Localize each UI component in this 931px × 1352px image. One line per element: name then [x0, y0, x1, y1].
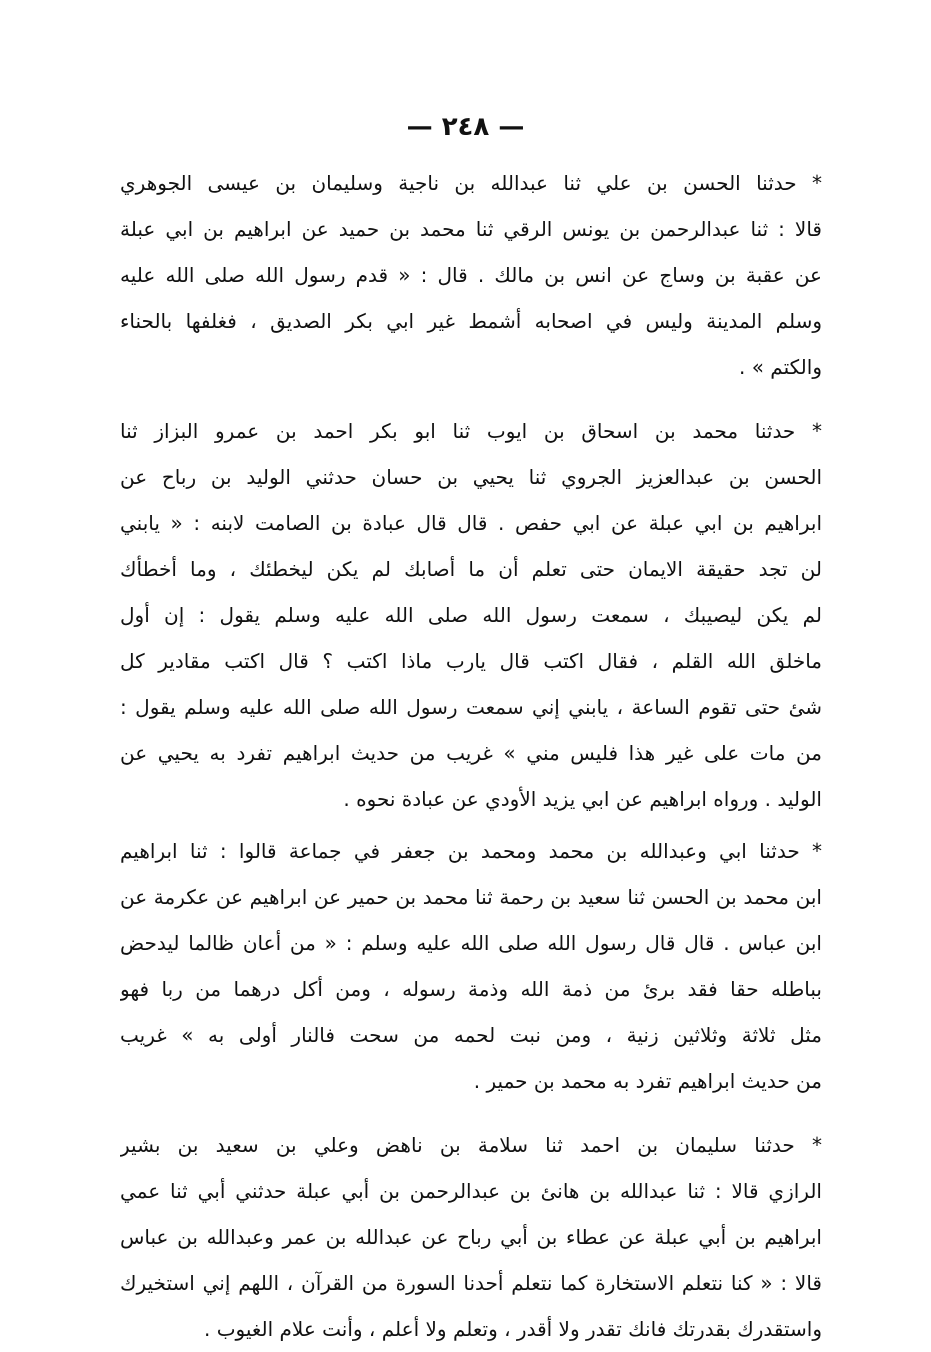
text-line: والكتم » .	[738, 355, 822, 379]
text-line: * حدثنا سليمان بن احمد ثنا سلامة بن ناهض وعلي بن سعيد بن بشير	[120, 1133, 822, 1157]
text-line: ابن عباس . قال قال رسول الله صلى الله عليه وسلم : « من أعان ظالما ليدحض	[120, 931, 822, 955]
text-line: بباطله حقا فقد برئ من ذمة الله وذمة رسوله ، ومن أكل درهما من ربا فهو	[120, 977, 822, 1001]
text-line: الحسن بن عبدالعزيز الجروي ثنا يحيي بن حسان حدثني الوليد بن رباح عن	[120, 465, 822, 489]
paragraph-spacer	[120, 1104, 822, 1122]
text-line: وسلم المدينة وليس في اصحابه أشمط غير ابي بكر الصديق ، فغلفها بالحناء	[120, 309, 822, 333]
page-number: — ٢٤٨ —	[406, 112, 525, 142]
paragraph-spacer	[120, 390, 822, 408]
hadith-paragraph-2	[120, 408, 822, 822]
text-body	[120, 160, 822, 1352]
text-line: الوليد . ورواه ابراهيم عن ابي يزيد الأودي عن عبادة نحوه .	[343, 787, 822, 811]
text-line: ابراهيم بن ابي عبلة عن ابي حفص . قال قال عبادة بن الصامت لابنه : « يابني	[120, 511, 822, 535]
text-line: شئ حتى تقوم الساعة ، يابني إني سمعت رسول الله صلى الله عليه وسلم يقول :	[120, 695, 822, 719]
text-line: ماخلق الله القلم ، فقال اكتب قال يارب ماذا اكتب ؟ قال اكتب مقادير كل	[120, 649, 822, 673]
text-line: قالا : « كنا نتعلم الاستخارة كما نتعلم أحدنا السورة من القرآن ، اللهم إني استخيرك	[120, 1271, 822, 1295]
hadith-paragraph-4	[120, 1122, 822, 1352]
text-line: قالا : ثنا عبدالرحمن بن يونس الرقي ثنا محمد بن حميد عن ابراهيم بن ابي عبلة	[120, 217, 822, 241]
hadith-paragraph-1	[120, 160, 822, 390]
text-line: الرازي قالا : ثنا عبدالله بن هانئ بن عبدالرحمن بن أبي عبلة حدثني أبي ثنا عمي	[120, 1179, 822, 1203]
text-line: من حديث ابراهيم تفرد به محمد بن حمير .	[473, 1069, 822, 1093]
text-line: ابراهيم بن أبي عبلة عن عطاء بن أبي رباح عن عبدالله بن عمر وعبدالله بن عباس	[120, 1225, 822, 1249]
text-line: لن تجد حقيقة الايمان حتى تعلم أن ما أصابك لم يكن ليخطئك ، وما أخطأك	[120, 557, 822, 581]
text-line: لم يكن ليصيبك ، سمعت رسول الله صلى الله عليه وسلم يقول : إن أول	[120, 603, 822, 627]
text-line: * حدثنا الحسن بن علي ثنا عبدالله بن ناجية وسليمان بن عيسى الجوهري	[120, 171, 822, 195]
text-line: واستقدرك بقدرتك فانك تقدر ولا أقدر ، وتعلم ولا أعلم ، وأنت علام الغيوب .	[203, 1317, 822, 1341]
text-line: * حدثنا محمد بن اسحاق بن ايوب ثنا ابو بكر احمد بن عمرو البزاز ثنا	[120, 419, 822, 443]
text-line: ابن محمد بن الحسن ثنا سعيد بن رحمة ثنا محمد بن حمير عن ابراهيم عن عكرمة عن	[120, 885, 822, 909]
text-line: * حدثنا ابي وعبدالله بن محمد ومحمد بن جعفر في جماعة قالوا : ثنا ابراهيم	[120, 839, 822, 863]
text-line: عن عقبة بن وساج عن انس بن مالك . قال : « قدم رسول الله صلى الله عليه	[120, 263, 822, 287]
text-line: من مات على غير هذا فليس مني » غريب من حديث ابراهيم تفرد به يحيي عن	[120, 741, 822, 765]
text-line: مثل ثلاثة وثلاثين زنية ، ومن نبت لحمه من سحت فالنار أولى به » غريب	[120, 1023, 822, 1047]
hadith-paragraph-3	[120, 828, 822, 1104]
